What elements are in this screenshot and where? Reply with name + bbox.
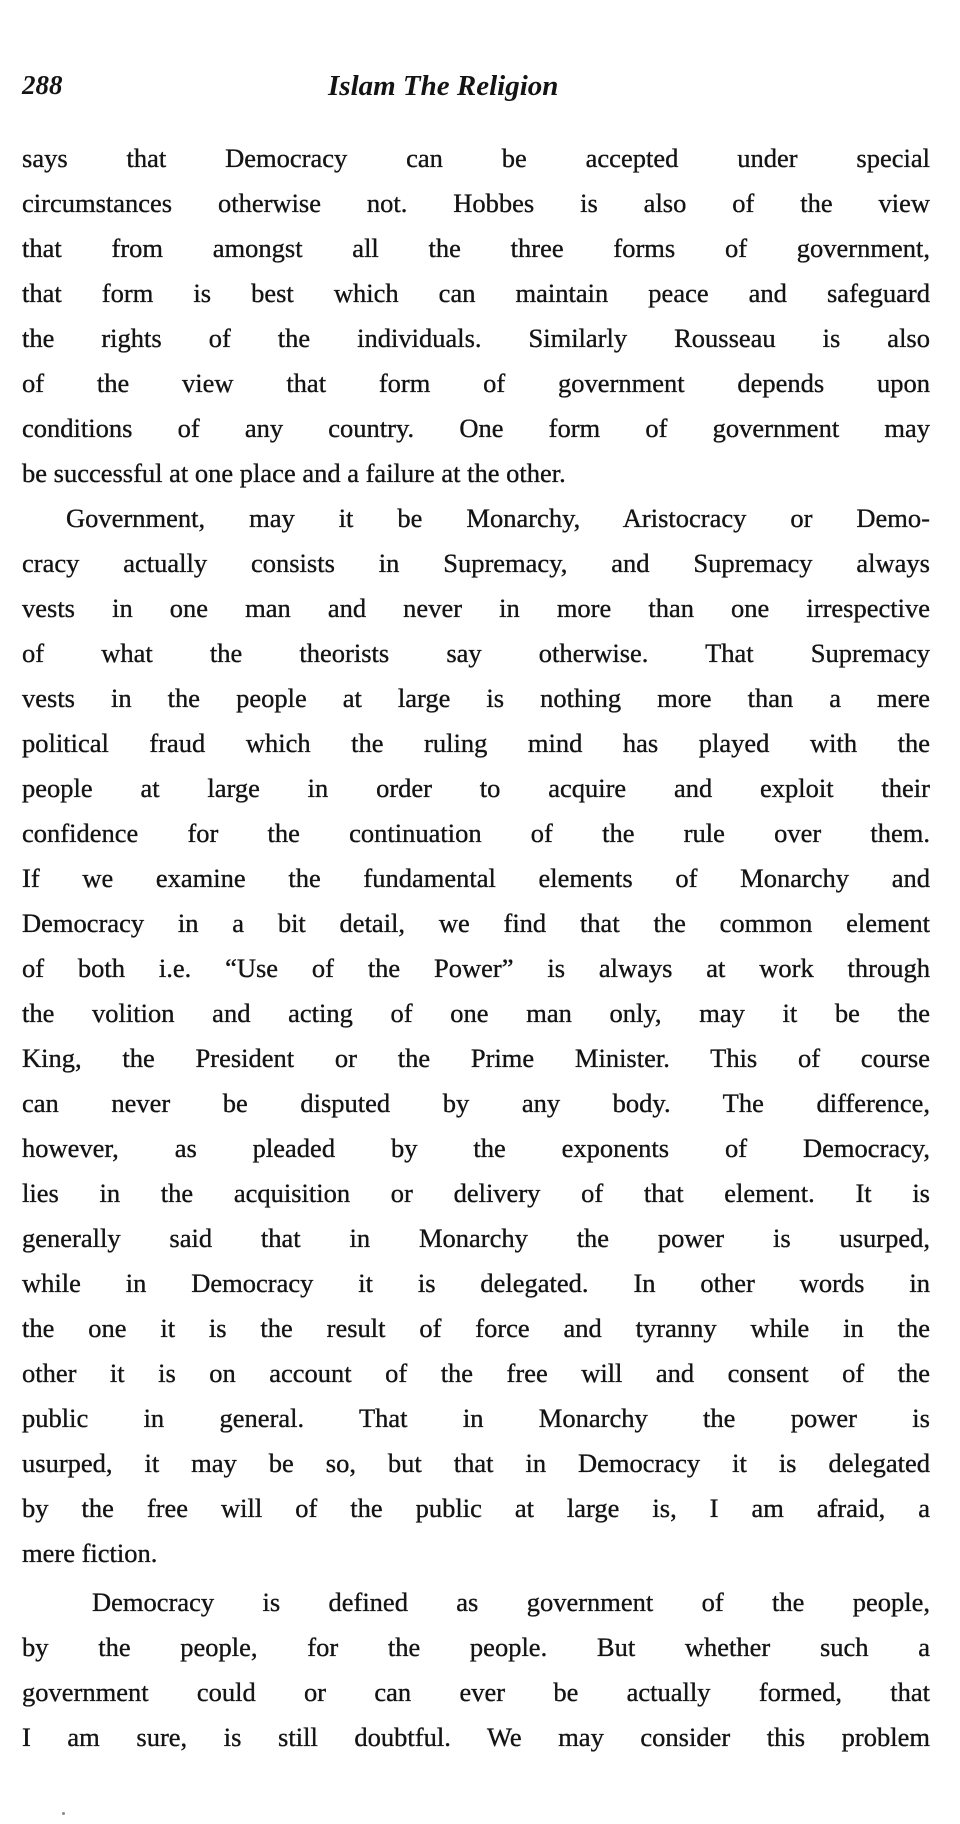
- text-line: by the free will of the public at large is, I am afraid, a: [22, 1493, 930, 1523]
- text-line: of the view that form of government depends upon: [22, 368, 930, 398]
- text-line: however, as pleaded by the exponents of Democracy,: [22, 1133, 930, 1163]
- text-line: that from amongst all the three forms of government,: [22, 233, 930, 263]
- paragraph-2: [22, 496, 930, 1576]
- paragraph-3: [22, 1580, 930, 1760]
- text-line: confidence for the continuation of the rule over them.: [22, 818, 930, 848]
- text-line: of both i.e. “Use of the Power” is always at work through: [22, 953, 930, 983]
- text-line: conditions of any country. One form of government may: [22, 413, 930, 443]
- text-line: lies in the acquisition or delivery of that element. It is: [22, 1178, 930, 1208]
- body-text: [22, 136, 930, 1760]
- text-line: can never be disputed by any body. The difference,: [22, 1088, 930, 1118]
- text-line: cracy actually consists in Supremacy, and Supremacy always: [22, 548, 930, 578]
- text-line: says that Democracy can be accepted under special: [22, 143, 930, 173]
- text-line: Democracy is defined as government of the people,: [92, 1587, 930, 1617]
- running-title: Islam The Religion: [328, 70, 559, 102]
- text-line: vests in one man and never in more than one irrespective: [22, 593, 930, 623]
- text-line: If we examine the fundamental elements of Monarchy and: [22, 863, 930, 893]
- text-line: by the people, for the people. But whether such a: [22, 1632, 930, 1662]
- text-line: the one it is the result of force and tyranny while in the: [22, 1313, 930, 1343]
- text-line: the rights of the individuals. Similarly Rousseau is also: [22, 323, 930, 353]
- text-line: Democracy in a bit detail, we find that the common element: [22, 908, 930, 938]
- text-line: King, the President or the Prime Minister. This of course: [22, 1043, 930, 1073]
- running-head: [22, 70, 922, 110]
- text-line: other it is on account of the free will and consent of the: [22, 1358, 930, 1388]
- scan-speck: [62, 1812, 65, 1815]
- text-line: be successful at one place and a failure at the other.: [22, 458, 566, 488]
- text-line: vests in the people at large is nothing more than a mere: [22, 683, 930, 713]
- text-line: political fraud which the ruling mind has played with the: [22, 728, 930, 758]
- text-line: that form is best which can maintain peace and safeguard: [22, 278, 930, 308]
- text-line: I am sure, is still doubtful. We may consider this problem: [22, 1722, 930, 1752]
- text-line: of what the theorists say otherwise. That Supremacy: [22, 638, 930, 668]
- text-line: the volition and acting of one man only, may it be the: [22, 998, 930, 1028]
- text-line: usurped, it may be so, but that in Democracy it is delegated: [22, 1448, 930, 1478]
- text-line: generally said that in Monarchy the power is usurped,: [22, 1223, 930, 1253]
- text-line: while in Democracy it is delegated. In other words in: [22, 1268, 930, 1298]
- text-line: circumstances otherwise not. Hobbes is also of the view: [22, 188, 930, 218]
- text-line: public in general. That in Monarchy the power is: [22, 1403, 930, 1433]
- text-line: people at large in order to acquire and exploit their: [22, 773, 930, 803]
- page-number: 288: [22, 70, 63, 100]
- text-line: mere fiction.: [22, 1538, 158, 1568]
- text-line: Government, may it be Monarchy, Aristocracy or Demo-: [66, 503, 930, 533]
- text-line: government could or can ever be actually formed, that: [22, 1677, 930, 1707]
- paragraph-1: [22, 136, 930, 496]
